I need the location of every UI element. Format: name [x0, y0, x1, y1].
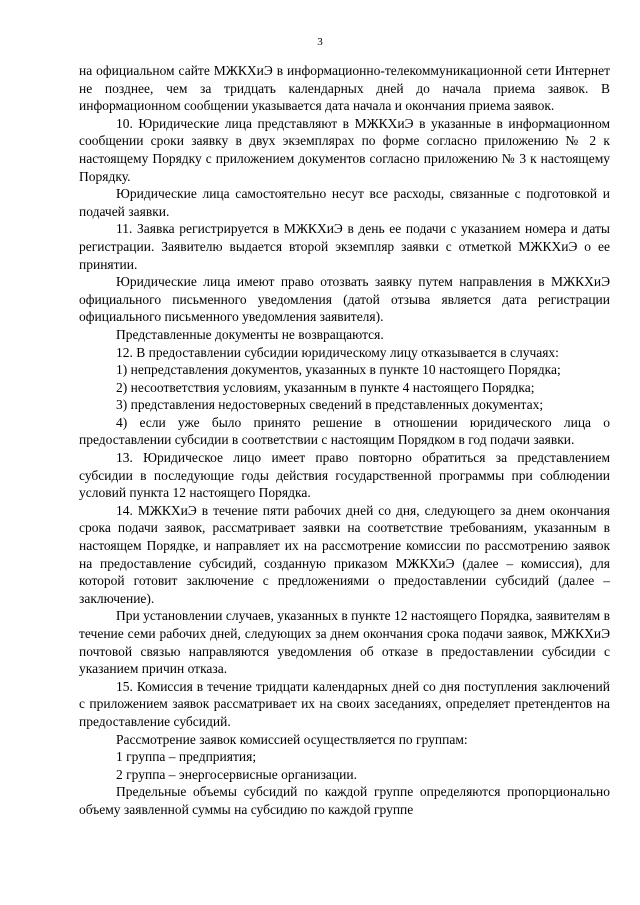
list-item: 1) непредставления документов, указанных в пункте 10 настоящего Порядка; [116, 362, 561, 378]
paragraph: 13. Юридическое лицо имеет право повторно обратиться за представлением субсидии в последующие годы действия государственной программы при соблюдении условий пункта 12 настоящего Порядка. [79, 450, 610, 501]
page-number: 3 [317, 36, 323, 48]
paragraph: 15. Комиссия в течение тридцати календарных дней со дня поступления заключений с приложением заявок рассматривает их на своих заседаниях, определяет претендентов на предоставление субсидий. [79, 678, 610, 729]
paragraph: 10. Юридические лица представляют в МЖКХиЭ в указанные в информационном сообщении сроки заявку в двух экземплярах по форме согласно приложению № 2 к настоящему Порядку с приложением документов согласно приложению № 3 к настоящему Порядку. [79, 115, 610, 184]
list-item: 3) представления недостоверных сведений в представленных документах; [116, 397, 544, 413]
paragraph: Предельные объемы субсидий по каждой группе определяются пропорционально объему заявленной суммы на субсидию по каждой группе [79, 784, 610, 817]
body-text [79, 62, 610, 819]
paragraph: Представленные документы не возвращаются. [116, 326, 384, 342]
paragraph: 11. Заявка регистрируется в МЖКХиЭ в день ее подачи с указанием номера и даты регистрации. Заявителю выдается второй экземпляр заявки с отметкой МЖКХиЭ о ее принятии. [79, 221, 610, 272]
list-item: 4) если уже было принято решение в отношении юридического лица о предоставлении субсидии в соответствии с настоящим Порядком в год подачи заявки. [79, 414, 610, 448]
paragraph: Юридические лица имеют право отозвать заявку путем направления в МЖКХиЭ официального письменного уведомления (датой отзыва является дата регистрации официального письменного уведомления заявителя). [79, 274, 610, 325]
paragraph: на официальном сайте МЖКХиЭ в информационно-телекоммуникационной сети Интернет не позднее, чем за тридцать календарных дней до начала приема заявок. В информационном сообщении указывается дата начала и окончания приема заявок. [79, 63, 610, 114]
list-item: 2) несоответствия условиям, указанным в пункте 4 настоящего Порядка; [116, 379, 535, 395]
list-item: 1 группа – предприятия; [116, 749, 257, 765]
paragraph: При установлении случаев, указанных в пункте 12 настоящего Порядка, заявителям в течение семи рабочих дней, следующих за днем окончания срока подачи заявок, МЖКХиЭ почтовой связью направляются уведомления об отказе в предоставлении субсидии с указанием причин отказа. [79, 608, 610, 677]
paragraph: 12. В предоставлении субсидии юридическому лицу отказывается в случаях: [116, 344, 559, 360]
paragraph: 14. МЖКХиЭ в течение пяти рабочих дней со дня, следующего за днем окончания срока подачи заявок, рассматривает заявки на соответствие требованиям, указанным в настоящем Порядке, и направляет их на рассмотрение комиссии по рассмотрению заявок на предоставление субсидий, созданную приказом МЖКХиЭ (далее – комиссия), для которой готовит заключение с предложениями о предоставлении субсидий (далее – заключение). [79, 502, 610, 606]
paragraph: Рассмотрение заявок комиссией осуществляется по группам: [116, 731, 468, 747]
list-item: 2 группа – энергосервисные организации. [116, 766, 357, 782]
paragraph: Юридические лица самостоятельно несут все расходы, связанные с подготовкой и подачей заявки. [79, 186, 610, 219]
